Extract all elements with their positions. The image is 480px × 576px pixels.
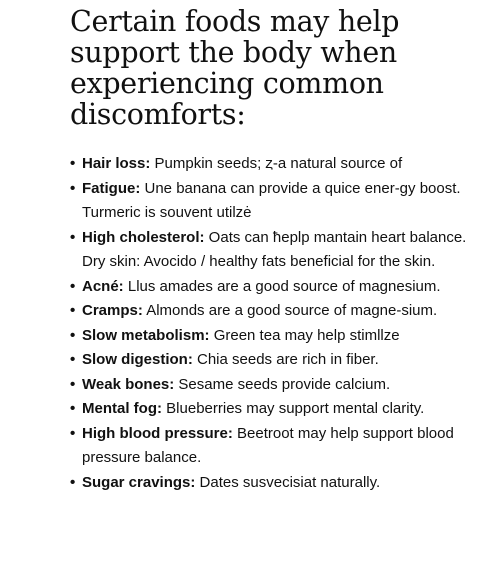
item-term: Weak bones: bbox=[82, 375, 175, 393]
item-text: Green tea may help stimllze bbox=[209, 326, 400, 344]
list-item-mental-fog bbox=[68, 397, 468, 422]
list-item-slow-digestion bbox=[68, 348, 468, 373]
item-term: Slow metabolism: bbox=[82, 326, 210, 344]
list-item-hair-loss bbox=[68, 152, 468, 177]
bullet-icon: • bbox=[70, 277, 76, 295]
list-item-cramps bbox=[68, 299, 468, 324]
item-term: High cholesterol: bbox=[82, 228, 205, 246]
bullet-icon: • bbox=[70, 473, 76, 491]
item-term: Mental fog: bbox=[82, 400, 162, 417]
item-term: Slow digestion: bbox=[82, 351, 193, 368]
list-item-sugar-cravings bbox=[68, 471, 468, 496]
bullet-icon: • bbox=[70, 302, 76, 319]
bullet-icon: • bbox=[70, 400, 76, 417]
page-title: Certain foods may help support the body when experiencing common discomforts: bbox=[70, 5, 400, 131]
item-term: Cramps: bbox=[82, 302, 143, 319]
item-text: Llus amades are a good source of magnesium. bbox=[123, 277, 441, 295]
item-text: Almonds are a good source of magne-sium. bbox=[142, 302, 438, 319]
bullet-icon: • bbox=[70, 351, 76, 368]
list-item-acne bbox=[68, 275, 468, 300]
item-term: Fatigue: bbox=[82, 179, 141, 197]
bullet-icon: • bbox=[70, 326, 76, 344]
item-text: Oats can ħeplp mantain heart balance. Dry skin: Avocido / healthy fats beneficial for the skin. bbox=[82, 228, 467, 270]
bullet-icon: • bbox=[70, 375, 76, 393]
bullet-icon: • bbox=[70, 228, 76, 246]
list-item-slow-metabolism bbox=[68, 324, 468, 349]
item-text: Une banana can provide a quice ener-gy boost. Turmeric is souvent utilzė bbox=[82, 179, 461, 221]
item-text: Blueberries may support mental clarity. bbox=[162, 400, 425, 417]
item-text: Pumpkin seeds; ȥ-a natural source of bbox=[150, 155, 403, 172]
list-item-fatigue bbox=[68, 177, 468, 226]
item-text: Dates susvecisiat naturally. bbox=[195, 473, 381, 491]
item-text: Sesame seeds provide calcium. bbox=[174, 375, 391, 393]
item-term: Hair loss: bbox=[82, 155, 151, 172]
item-term: Acné: bbox=[82, 277, 124, 295]
item-text: Chia seeds are rich in fiber. bbox=[192, 351, 379, 368]
item-term: High blood pressure: bbox=[82, 424, 233, 442]
list-item-weak-bones bbox=[68, 373, 468, 398]
remedies-list bbox=[68, 152, 468, 495]
bullet-icon: • bbox=[70, 424, 76, 442]
item-text: Beetroot may help support blood pressure balance. bbox=[82, 424, 454, 466]
bullet-icon: • bbox=[70, 179, 76, 197]
list-item-high-blood-pressure bbox=[68, 422, 468, 471]
list-item-high-cholesterol bbox=[68, 226, 468, 275]
bullet-icon: • bbox=[70, 155, 76, 172]
item-term: Sugar cravings: bbox=[82, 473, 196, 491]
